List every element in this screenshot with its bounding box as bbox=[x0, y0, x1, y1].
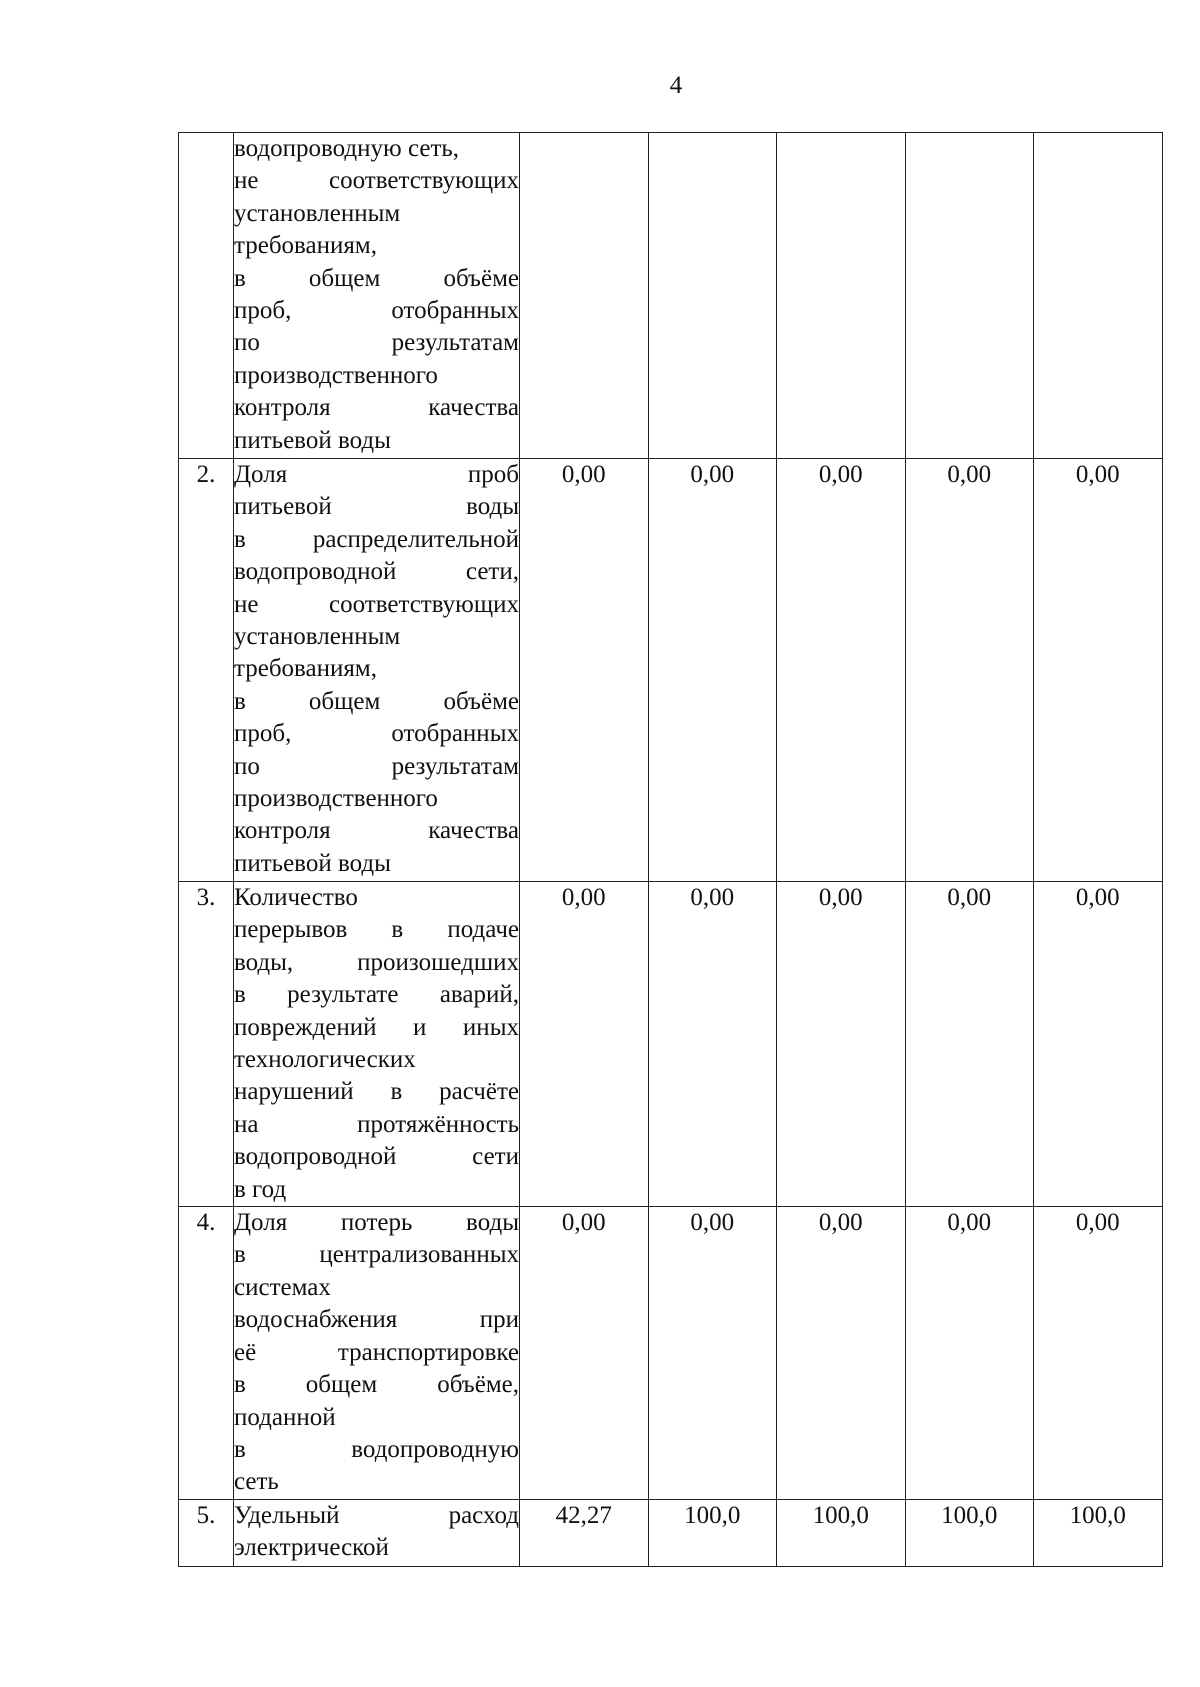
indicator-name-line: установленным bbox=[234, 623, 401, 651]
table-row bbox=[179, 459, 1163, 882]
value-cell: 0,00 bbox=[777, 882, 906, 1207]
value-cell: 100,0 bbox=[648, 1499, 777, 1566]
row-number: 4. bbox=[179, 1207, 234, 1500]
indicator-name-line: её транспортировке bbox=[234, 1338, 519, 1366]
indicator-name-line: питьевой воды bbox=[234, 426, 391, 454]
row-number: 2. bbox=[179, 459, 234, 882]
indicator-name-line: производственного bbox=[234, 361, 438, 389]
indicator-name-line: Доля потерь воды bbox=[234, 1209, 519, 1237]
value-cell: 0,00 bbox=[1034, 882, 1163, 1207]
value-cell: 100,0 bbox=[905, 1499, 1034, 1566]
value-cell: 0,00 bbox=[520, 1207, 649, 1500]
value-cell bbox=[905, 133, 1034, 459]
value-cell bbox=[520, 133, 649, 459]
value-cell: 0,00 bbox=[520, 882, 649, 1207]
indicator-name-line: водопроводной сети bbox=[234, 1143, 519, 1171]
table-row bbox=[179, 133, 1163, 459]
indicator-name bbox=[234, 1499, 520, 1566]
value-cell: 0,00 bbox=[905, 459, 1034, 882]
indicator-name-line: питьевой воды bbox=[234, 849, 391, 877]
indicator-name-line: в распределительной bbox=[234, 525, 519, 553]
indicator-name-line: поданной bbox=[234, 1403, 336, 1431]
indicator-name-line: по результатам bbox=[234, 329, 519, 357]
table-row bbox=[179, 882, 1163, 1207]
indicator-name-line: проб, отобранных bbox=[234, 297, 519, 325]
indicator-name bbox=[234, 459, 520, 882]
indicator-name-line: в общем объёме bbox=[234, 687, 519, 715]
indicator-name bbox=[234, 882, 520, 1207]
indicator-name-line: водоснабжения при bbox=[234, 1306, 519, 1334]
indicator-name-line: Количество bbox=[234, 884, 358, 911]
indicator-name-line: в общем объёме bbox=[234, 264, 519, 292]
row-number: 3. bbox=[179, 882, 234, 1207]
indicator-name-line: системах bbox=[234, 1273, 331, 1301]
indicator-name-line: Доля проб bbox=[234, 461, 519, 488]
indicator-name-line: сеть bbox=[234, 1468, 279, 1496]
indicator-name-line: питьевой воды bbox=[234, 493, 519, 521]
row-number: 5. bbox=[179, 1499, 234, 1566]
value-cell: 0,00 bbox=[1034, 459, 1163, 882]
indicator-name-line: электрической bbox=[234, 1534, 389, 1562]
value-cell bbox=[1034, 133, 1163, 459]
indicator-name-line: в водопроводную bbox=[234, 1435, 519, 1463]
indicator-name-line: воды, произошедших bbox=[234, 948, 519, 976]
value-cell: 100,0 bbox=[1034, 1499, 1163, 1566]
value-cell: 0,00 bbox=[648, 882, 777, 1207]
indicator-name-line: водопроводной сети, bbox=[234, 558, 519, 586]
row-number bbox=[179, 133, 234, 459]
indicator-name-line: в год bbox=[234, 1175, 287, 1203]
indicator-name-line: нарушений в расчёте bbox=[234, 1078, 519, 1106]
value-cell: 0,00 bbox=[648, 1207, 777, 1500]
indicator-name-line: контроля качества bbox=[234, 394, 519, 422]
value-cell: 42,27 bbox=[520, 1499, 649, 1566]
indicator-name-line: установленным bbox=[234, 199, 401, 227]
indicator-name-line: производственного bbox=[234, 785, 438, 813]
indicator-name-line: контроля качества bbox=[234, 817, 519, 845]
value-cell: 0,00 bbox=[1034, 1207, 1163, 1500]
value-cell bbox=[777, 133, 906, 459]
indicator-name bbox=[234, 1207, 520, 1500]
value-cell: 100,0 bbox=[777, 1499, 906, 1566]
indicators-table bbox=[178, 132, 1163, 1567]
indicator-name-line: повреждений и иных bbox=[234, 1013, 519, 1041]
indicator-name-line: не соответствующих bbox=[234, 590, 519, 618]
indicator-name-line: требованиям, bbox=[234, 655, 377, 683]
value-cell: 0,00 bbox=[905, 1207, 1034, 1500]
table-row bbox=[179, 1499, 1163, 1566]
indicator-name-line: в результате аварий, bbox=[234, 981, 519, 1009]
value-cell: 0,00 bbox=[777, 459, 906, 882]
indicator-name-line: перерывов в подаче bbox=[234, 916, 519, 944]
indicator-name-line: проб, отобранных bbox=[234, 720, 519, 748]
indicator-name-line: технологических bbox=[234, 1046, 416, 1074]
value-cell bbox=[648, 133, 777, 459]
value-cell: 0,00 bbox=[520, 459, 649, 882]
indicator-name-line: на протяжённость bbox=[234, 1110, 519, 1138]
indicator-name bbox=[234, 133, 520, 459]
value-cell: 0,00 bbox=[777, 1207, 906, 1500]
indicator-name-line: не соответствующих bbox=[234, 167, 519, 195]
value-cell: 0,00 bbox=[905, 882, 1034, 1207]
page-number: 4 bbox=[669, 72, 683, 99]
indicator-name-line: Удельный расход bbox=[234, 1501, 519, 1529]
indicator-name-line: водопроводную сеть, bbox=[234, 135, 460, 162]
indicator-name-line: в централизованных bbox=[234, 1241, 519, 1269]
value-cell: 0,00 bbox=[648, 459, 777, 882]
indicator-name-line: по результатам bbox=[234, 752, 519, 780]
indicator-name-line: требованиям, bbox=[234, 232, 377, 260]
table-row bbox=[179, 1207, 1163, 1500]
indicator-name-line: в общем объёме, bbox=[234, 1371, 519, 1399]
